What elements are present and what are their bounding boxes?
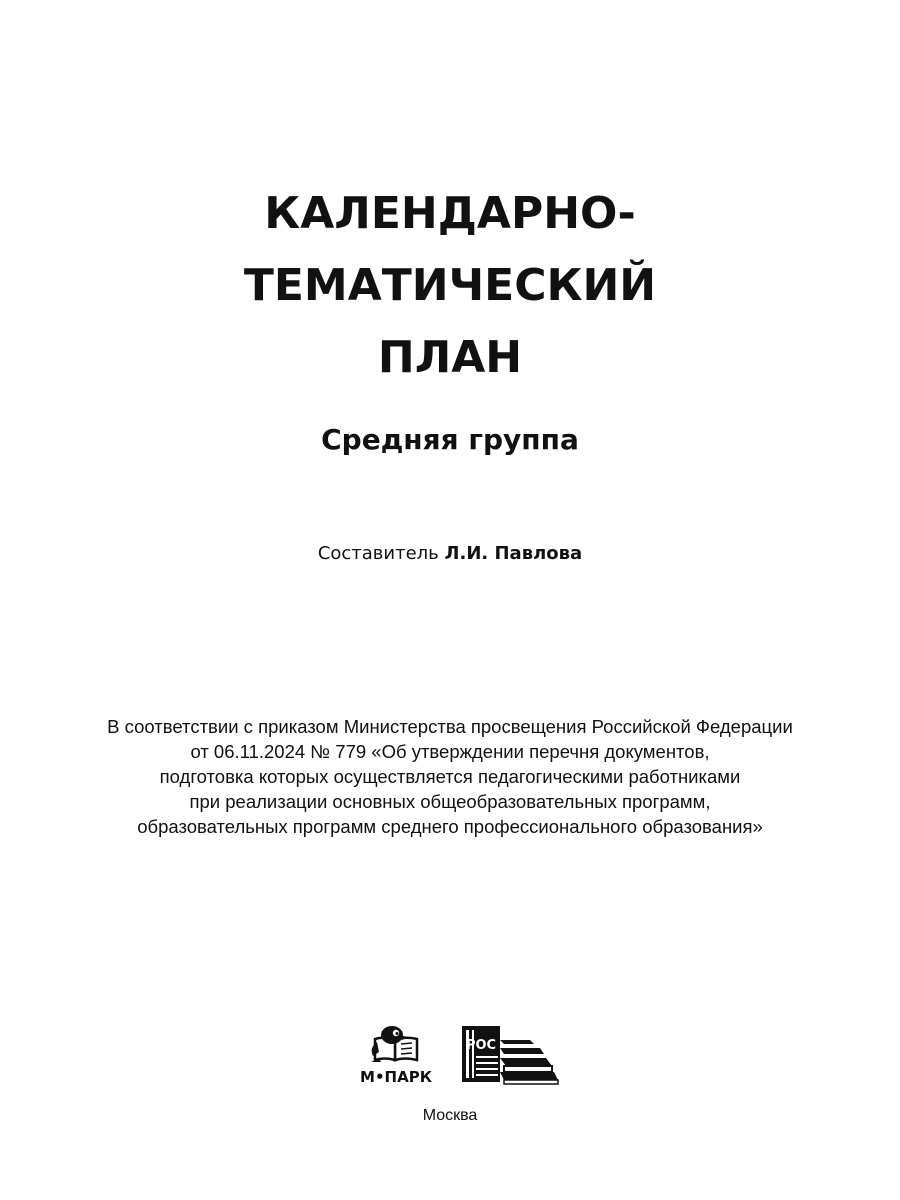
book-title-line-2: ТЕМАТИЧЕСКИЙ [243, 260, 657, 311]
books-stack-icon [460, 1022, 560, 1088]
compiler-name: Л.И. Павлова [444, 543, 583, 564]
mpark-logo-text: М•ПАРК [360, 1068, 432, 1086]
compiler-credit [0, 540, 900, 568]
compiler-label: Составитель [317, 543, 439, 564]
decree-line-3: подготовка которых осуществляется педагогическими работниками [159, 766, 741, 787]
ros-logo [460, 1022, 560, 1088]
decree-line-2: от 06.11.2024 № 779 «Об утверждении перечня документов, [190, 741, 710, 762]
book-subtitle: Средняя группа [321, 423, 579, 456]
publication-city: Москва [422, 1107, 478, 1124]
decree-line-5: образовательных программ среднего профессионального образования» [137, 816, 763, 837]
reading-bird-icon [355, 1022, 437, 1068]
book-title [0, 178, 900, 394]
book-title-line-1: КАЛЕНДАРНО- [264, 188, 636, 239]
ros-logo-text: РОС [465, 1038, 497, 1053]
mpark-logo [355, 1022, 437, 1092]
decree-line-4: при реализации основных общеобразовательных программ, [189, 791, 711, 812]
decree-line-1: В соответствии с приказом Министерства просвещения Российской Федерации [107, 716, 793, 737]
decree-note [0, 714, 900, 839]
book-title-line-3: ПЛАН [377, 332, 523, 383]
publisher-logos [0, 1022, 900, 1092]
